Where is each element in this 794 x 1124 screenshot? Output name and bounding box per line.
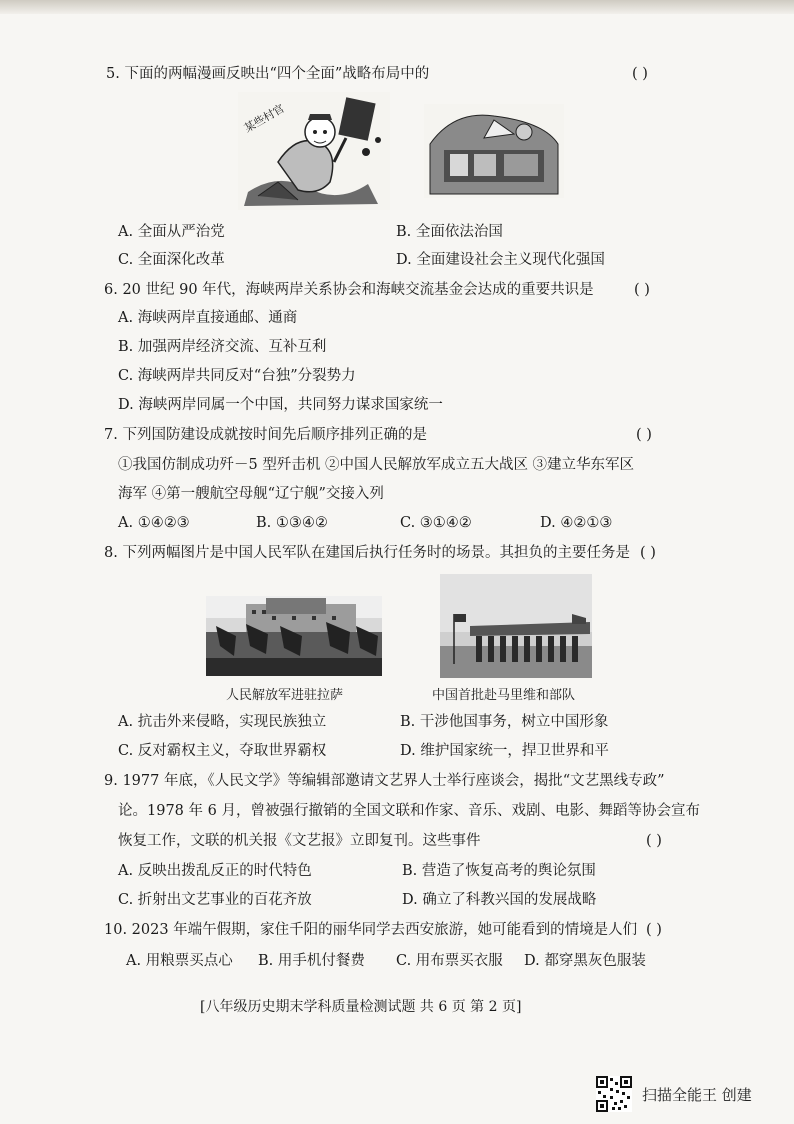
q7-option-d: D. ④②①③ bbox=[540, 515, 613, 531]
q6-option-b: B. 加强两岸经济交流、互补互利 bbox=[118, 339, 327, 355]
q5-cartoon-right bbox=[424, 104, 564, 198]
q9-option-a: A. 反映出拨乱反正的时代特色 bbox=[118, 863, 312, 879]
q9-answer-paren: ( ) bbox=[646, 833, 662, 849]
page-footer: [八年级历史期末学科质量检测试题 共 6 页 第 2 页] bbox=[200, 999, 522, 1015]
q7-items-line1: ①我国仿制成功歼－5 型歼击机 ②中国人民解放军成立五大战区 ③建立华东军区 bbox=[118, 457, 635, 473]
q10-option-d: D. 都穿黑灰色服装 bbox=[524, 953, 646, 969]
q6-option-c: C. 海峡两岸共同反对“台独”分裂势力 bbox=[118, 368, 356, 384]
q8-photo-mali bbox=[440, 574, 592, 678]
q5-option-b: B. 全面依法治国 bbox=[396, 224, 503, 240]
q8-option-a: A. 抗击外来侵略，实现民族独立 bbox=[118, 714, 327, 730]
q10-stem: 10. 2023 年端午假期，家住千阳的丽华同学去西安旅游，她可能看到的情境是人们 bbox=[104, 922, 638, 938]
q5-option-a: A. 全面从严治党 bbox=[118, 224, 225, 240]
q7-option-a: A. ①④②③ bbox=[118, 515, 190, 531]
scan-top-edge bbox=[0, 0, 794, 14]
q6-option-d: D. 海峡两岸同属一个中国，共同努力谋求国家统一 bbox=[118, 397, 443, 413]
q9-stem-line3: 恢复工作，文联的机关报《文艺报》立即复刊。这些事件 bbox=[118, 833, 481, 849]
q9-option-b: B. 营造了恢复高考的舆论氛围 bbox=[402, 863, 596, 879]
q8-photo-lhasa bbox=[206, 596, 382, 676]
q5-cartoon-left bbox=[238, 92, 390, 210]
q7-option-c: C. ③①④② bbox=[400, 515, 472, 531]
q10-option-b: B. 用手机付餐费 bbox=[258, 953, 365, 969]
q8-answer-paren: ( ) bbox=[640, 545, 656, 561]
q5-stem: 5. 下面的两幅漫画反映出“四个全面”战略布局中的 bbox=[106, 66, 430, 82]
scanner-watermark: 扫描全能王 创建 bbox=[642, 1086, 752, 1104]
q8-option-b: B. 干涉他国事务，树立中国形象 bbox=[400, 714, 609, 730]
qr-code-icon bbox=[596, 1076, 632, 1112]
q7-answer-paren: ( ) bbox=[636, 427, 652, 443]
q7-stem: 7. 下列国防建设成就按时间先后顺序排列正确的是 bbox=[104, 427, 427, 443]
q6-answer-paren: ( ) bbox=[634, 282, 650, 298]
q8-stem: 8. 下列两幅图片是中国人民军队在建国后执行任务时的场景。其担负的主要任务是 bbox=[104, 545, 630, 561]
q10-option-a: A. 用粮票买点心 bbox=[126, 953, 233, 969]
q6-option-a: A. 海峡两岸直接通邮、通商 bbox=[118, 310, 298, 326]
q9-stem-line2: 论。1978 年 6 月，曾被强行撤销的全国文联和作家、音乐、戏剧、电影、舞蹈等协会宣布 bbox=[118, 803, 700, 819]
q9-option-d: D. 确立了科教兴国的发展战略 bbox=[402, 892, 597, 908]
q9-stem-line1: 9. 1977 年底，《人民文学》等编辑部邀请文艺界人士举行座谈会，揭批“文艺黑线专政” bbox=[104, 773, 665, 789]
q8-caption-left: 人民解放军进驻拉萨 bbox=[226, 688, 344, 703]
q10-answer-paren: ( ) bbox=[646, 922, 662, 938]
q8-caption-right: 中国首批赴马里维和部队 bbox=[432, 688, 576, 703]
q7-option-b: B. ①③④② bbox=[256, 515, 328, 531]
q9-option-c: C. 折射出文艺事业的百花齐放 bbox=[118, 892, 312, 908]
q7-items-line2: 海军 ④第一艘航空母舰“辽宁舰”交接入列 bbox=[118, 486, 384, 502]
q6-stem: 6. 20 世纪 90 年代，海峡两岸关系协会和海峡交流基金会达成的重要共识是 bbox=[104, 282, 594, 298]
q5-option-c: C. 全面深化改革 bbox=[118, 252, 225, 268]
q5-answer-paren: ( ) bbox=[632, 66, 648, 82]
q8-option-d: D. 维护国家统一，捍卫世界和平 bbox=[400, 743, 609, 759]
q5-cartoon-left-label: 某些村官 bbox=[241, 101, 287, 136]
q5-option-d: D. 全面建设社会主义现代化强国 bbox=[396, 252, 605, 268]
q10-option-c: C. 用布票买衣服 bbox=[396, 953, 503, 969]
q8-option-c: C. 反对霸权主义，夺取世界霸权 bbox=[118, 743, 327, 759]
